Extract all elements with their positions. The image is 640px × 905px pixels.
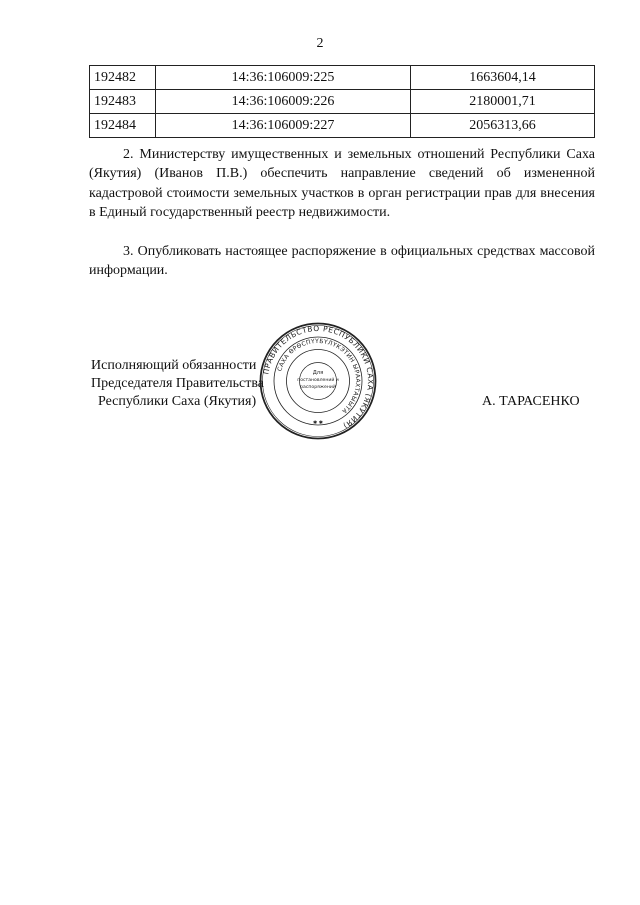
seal-center-line-3: распоряжений xyxy=(300,385,336,390)
signatory-title-line-1: Исполняющий обязанности xyxy=(91,358,257,373)
seal-center-line-1: Для xyxy=(312,370,324,376)
seal-svg xyxy=(258,321,378,441)
signatory-title-line-2: Председателя Правительства xyxy=(91,376,265,391)
seal-star-icon: ✱ ✱ xyxy=(313,420,323,426)
cadastral-number-cell: 14:36:106009:226 xyxy=(156,90,411,114)
row-number-cell: 192482 xyxy=(90,66,156,90)
paragraph-2: 2. Министерству имущественных и земельных отношений Республики Саха (Якутия) (Иванов П.В.) обеспечить направление сведений об измененной кадастровой стоимости земельных участков в орган регистрации прав для внесения в Единый государственный реестр недвижимости. xyxy=(89,147,595,220)
seal-inner-text: САХА ӨРӨСПҮҮБҮЛҮКЭТИН ЫРААХТАЫЫТА xyxy=(276,337,362,415)
signatory-name: А. ТАРАСЕНКО xyxy=(482,394,580,409)
table-row xyxy=(90,66,595,90)
cadastral-value-table xyxy=(89,65,595,138)
row-number-cell: 192484 xyxy=(90,114,156,138)
paragraph-3: 3. Опубликовать настоящее распоряжение в официальных средствах массовой информации. xyxy=(89,244,595,279)
table-row xyxy=(90,114,595,138)
cadastral-number-cell: 14:36:106009:225 xyxy=(156,66,411,90)
cadastral-value-cell: 2056313,66 xyxy=(411,114,595,138)
signatory-title-line-3: Республики Саха (Якутия) xyxy=(98,394,257,409)
page-number: 2 xyxy=(316,36,324,51)
seal-center-line-2: постановлений и xyxy=(297,378,339,383)
cadastral-number-cell: 14:36:106009:227 xyxy=(156,114,411,138)
government-seal-stamp xyxy=(258,321,378,441)
seal-outer-text: ПРАВИТЕЛЬСТВО РЕСПУБЛИКИ САХА (ЯКУТИЯ) xyxy=(261,323,376,431)
table-row xyxy=(90,90,595,114)
cadastral-value-cell: 1663604,14 xyxy=(411,66,595,90)
row-number-cell: 192483 xyxy=(90,90,156,114)
cadastral-value-cell: 2180001,71 xyxy=(411,90,595,114)
